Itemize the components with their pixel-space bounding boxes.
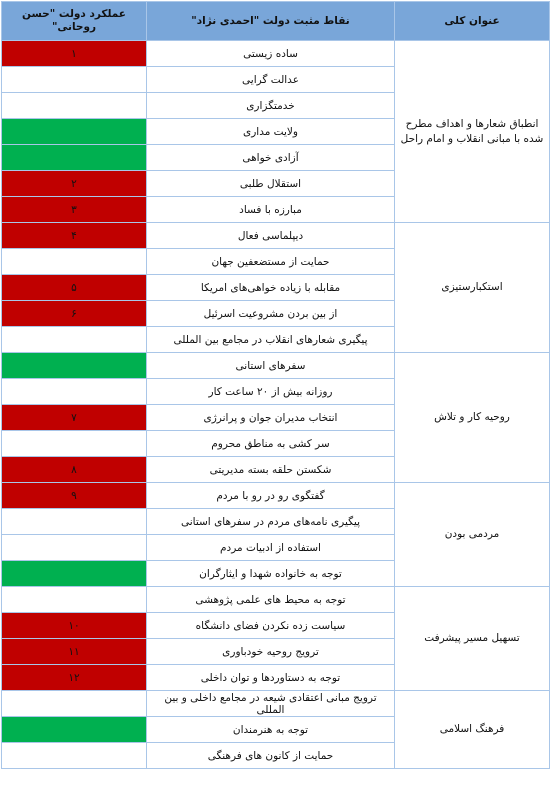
performance-cell-white: [2, 535, 147, 561]
positive-point-cell: ترویج روحیه خودباوری: [147, 639, 395, 665]
table-row: [2, 41, 550, 67]
category-cell: استکبارستیزی: [395, 223, 550, 353]
positive-point-cell: توجه به دستاوردها و توان داخلی: [147, 665, 395, 691]
performance-cell-white: [2, 587, 147, 613]
table-row: [2, 223, 550, 249]
performance-cell-white: [2, 249, 147, 275]
performance-cell-red: ۱۲: [2, 665, 147, 691]
header-category: عنوان کلی: [395, 2, 550, 41]
positive-point-cell: مقابله با زیاده خواهی‌های امریکا: [147, 275, 395, 301]
positive-point-cell: حمایت از کانون های فرهنگی: [147, 743, 395, 769]
positive-point-cell: از بین بردن مشروعیت اسرئیل: [147, 301, 395, 327]
performance-cell-red: ۶: [2, 301, 147, 327]
positive-point-cell: مبارزه با فساد: [147, 197, 395, 223]
performance-cell-red: ۳: [2, 197, 147, 223]
performance-cell-green: [2, 717, 147, 743]
positive-point-cell: ترویج مبانی اعتقادی شیعه در مجامع داخلی و بین المللی: [147, 691, 395, 717]
performance-cell-red: ۴: [2, 223, 147, 249]
performance-cell-white: [2, 67, 147, 93]
performance-cell-red: ۹: [2, 483, 147, 509]
category-cell: مردمی بودن: [395, 483, 550, 587]
positive-point-cell: سر کشی به مناطق محروم: [147, 431, 395, 457]
performance-table: [1, 1, 550, 769]
performance-cell-red: ۵: [2, 275, 147, 301]
table-body: [2, 41, 550, 769]
performance-cell-red: ۱۱: [2, 639, 147, 665]
positive-point-cell: پیگیری نامه‌های مردم در سفرهای استانی: [147, 509, 395, 535]
header-row: [2, 2, 550, 41]
positive-point-cell: دیپلماسی فعال: [147, 223, 395, 249]
performance-cell-green: [2, 145, 147, 171]
positive-point-cell: خدمتگزاری: [147, 93, 395, 119]
performance-cell-white: [2, 743, 147, 769]
positive-point-cell: گفتگوی رو در رو با مردم: [147, 483, 395, 509]
performance-cell-red: ۲: [2, 171, 147, 197]
performance-cell-red: ۱۰: [2, 613, 147, 639]
positive-point-cell: توجه به خانواده شهدا و ایثارگران: [147, 561, 395, 587]
header-performance: عملکرد دولت "حسن روحانی": [2, 2, 147, 41]
performance-cell-red: ۱: [2, 41, 147, 67]
category-cell: روحیه کار و تلاش: [395, 353, 550, 483]
positive-point-cell: پیگیری شعارهای انقلاب در مجامع بین المللی: [147, 327, 395, 353]
table-row: [2, 587, 550, 613]
performance-cell-white: [2, 93, 147, 119]
table-row: [2, 483, 550, 509]
table-row: [2, 353, 550, 379]
performance-cell-white: [2, 431, 147, 457]
performance-cell-red: ۷: [2, 405, 147, 431]
positive-point-cell: ولایت مداری: [147, 119, 395, 145]
performance-cell-white: [2, 691, 147, 717]
positive-point-cell: شکستن حلقه بسته مدیریتی: [147, 457, 395, 483]
header-positive-points: نقاط مثبت دولت "احمدی نژاد": [147, 2, 395, 41]
positive-point-cell: آزادی خواهی: [147, 145, 395, 171]
positive-point-cell: استقلال طلبی: [147, 171, 395, 197]
category-cell: انطباق شعارها و اهداف مطرح شده با مبانی انقلاب و امام راحل: [395, 41, 550, 223]
positive-point-cell: سیاست زده نکردن فضای دانشگاه: [147, 613, 395, 639]
positive-point-cell: روزانه بیش از ۲۰ ساعت کار: [147, 379, 395, 405]
performance-cell-green: [2, 119, 147, 145]
performance-cell-white: [2, 379, 147, 405]
positive-point-cell: سفرهای استانی: [147, 353, 395, 379]
positive-point-cell: توجه به محیط های علمی پژوهشی: [147, 587, 395, 613]
category-cell: تسهیل مسیر پیشرفت: [395, 587, 550, 691]
positive-point-cell: ساده زیستی: [147, 41, 395, 67]
performance-cell-white: [2, 509, 147, 535]
performance-cell-red: ۸: [2, 457, 147, 483]
table-row: [2, 691, 550, 717]
positive-point-cell: استفاده از ادبیات مردم: [147, 535, 395, 561]
positive-point-cell: توجه به هنرمندان: [147, 717, 395, 743]
positive-point-cell: انتخاب مدیران جوان و پرانرژی: [147, 405, 395, 431]
positive-point-cell: حمایت از مستضعفین جهان: [147, 249, 395, 275]
performance-cell-green: [2, 353, 147, 379]
performance-cell-green: [2, 561, 147, 587]
performance-cell-white: [2, 327, 147, 353]
positive-point-cell: عدالت گرایی: [147, 67, 395, 93]
category-cell: فرهنگ اسلامی: [395, 691, 550, 769]
